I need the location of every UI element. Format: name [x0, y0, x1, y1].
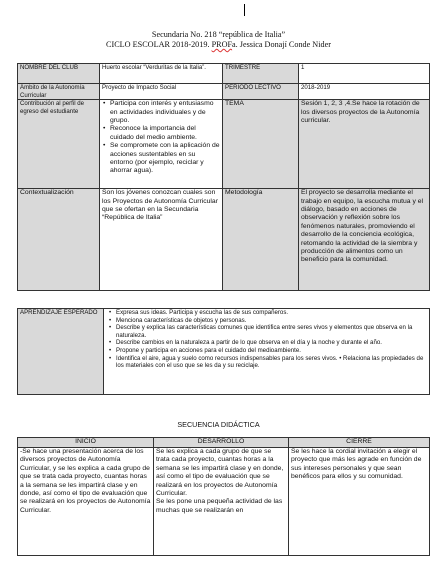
learning-cell — [104, 309, 430, 395]
ambito-value: Proyecto de Impacto Social — [100, 84, 223, 100]
perfil-cell — [100, 100, 223, 189]
learning-item: • Expresa sus ideas. Participa y escucha las de sus compañeros. — [116, 309, 427, 317]
cycle-text: CICLO ESCOLAR 2018-2019. — [106, 40, 210, 49]
context-label: Contextualización — [18, 189, 100, 291]
text-cursor — [244, 4, 245, 16]
club-label: NOMBRE DEL CLUB — [18, 64, 100, 84]
inicio-text: -Se hace una presentación acerca de los diversos proyectos de Autonomía Curricular, y se les explica a cada grupo de que se trata cada proyecto, cuantas horas a la semana se les impartirá clase y en donde, así como el tipo de evaluación que se realizará en los proyectos de Autonomía Curricular. — [18, 448, 154, 556]
desarrollo-header: DESARROLLO — [154, 438, 289, 448]
cycle-line — [0, 40, 437, 50]
tema-value: Sesión 1, 2, 3 ,4.Se hace la rotación de los diversos proyectos de la Autonomía curricular. — [299, 100, 430, 189]
desarrollo-text-2: Se les pone una pequeña actividad de las muchas que se realizarán en — [156, 498, 283, 514]
sequence-table — [17, 437, 430, 556]
method-value: El proyecto se desarrolla mediante el trabajo en equipo, la escucha mutua y el diálogo, basado en acciones de observación y reflexión sobre los fenómenos naturales, promoviendo el desarrollo de la conciencia ecológica, retomando la actividad de la siembra y producción de alimentos como un beneficio para la comunidad. — [299, 189, 430, 291]
perfil-item: • Se compromete con la aplicación de acciones sustentables en su entorno (por ejemplo, reciclar y ahorrar agua). — [110, 142, 220, 176]
learning-item: • Menciona características de objetos y personas. — [116, 317, 427, 325]
learning-table — [17, 308, 430, 395]
perfil-item: • Reconoce la importancia del cuidado del medio ambiente. — [110, 125, 220, 142]
info-table — [17, 63, 430, 291]
school-title: Secundaria No. 218 “república de Italia” — [151, 30, 286, 39]
ambito-label: Ámbito de la Autonomía Curricular — [18, 84, 100, 100]
context-value: Son los jóvenes conozcan cuales son los Proyectos de Autonomía Curricular que se ofertan en la Secundaria “República de Italia” — [100, 189, 223, 291]
method-label: Metodología — [223, 189, 299, 291]
cierre-text: Se les hace la cordial invitación a elegir el proyecto que más les agrade en función de sus intereses personales y que sean benéficos para ellos y su comunidad. — [289, 448, 430, 556]
learning-item: • Propone y participa en acciones para el cuidado del medioambiente. — [116, 347, 427, 355]
period-label: PERIODO LECTIVO — [223, 84, 299, 100]
learning-item: • Identifica el aire, agua y suelo como recursos indispensables para los seres vivos. • Relaciona las propiedades de los materiales con el uso que se les da y su reciclaje. — [116, 355, 427, 370]
trimester-value: 1 — [299, 64, 430, 84]
trimester-label: TRIMESTRE — [223, 64, 299, 84]
perfil-item: • Participa con interés y entusiasmo en actividades individuales y de grupo. — [110, 100, 220, 125]
learning-item: • Describe y explica las características comunes que identifica entre seres vivos y elementos que observa en la naturaleza. — [116, 324, 427, 339]
perfil-label: Contribución al perfil de egreso del estudiante — [18, 100, 100, 189]
club-value: Huerto escolar “Verduritas de la Italia”. — [100, 64, 223, 84]
inicio-header: INICIO — [18, 438, 154, 448]
prof-abbr: PROF — [211, 40, 233, 49]
tema-label: TEMA — [223, 100, 299, 189]
learning-item: • Describe cambios en la naturaleza a partir de lo que observa en el día y la noche y durante el año. — [116, 339, 427, 347]
learning-label: APRENDIZAJE ESPERADO — [18, 309, 104, 395]
cierre-header: CIERRE — [289, 438, 430, 448]
desarrollo-text: Se les explica a cada grupo de que se trata cada proyecto, cuantas horas a la semana se les impartirá clase y en donde, así como el tipo de evaluación que se realizará en los proyectos de Autonomía Curricular. — [156, 448, 284, 498]
desarrollo-cell — [154, 448, 289, 556]
sequence-title: SECUENCIA DIDÁCTICA — [177, 420, 260, 429]
prof-name: a. Jessica Donají Conde Nider — [232, 40, 331, 49]
period-value: 2018-2019 — [299, 84, 430, 100]
